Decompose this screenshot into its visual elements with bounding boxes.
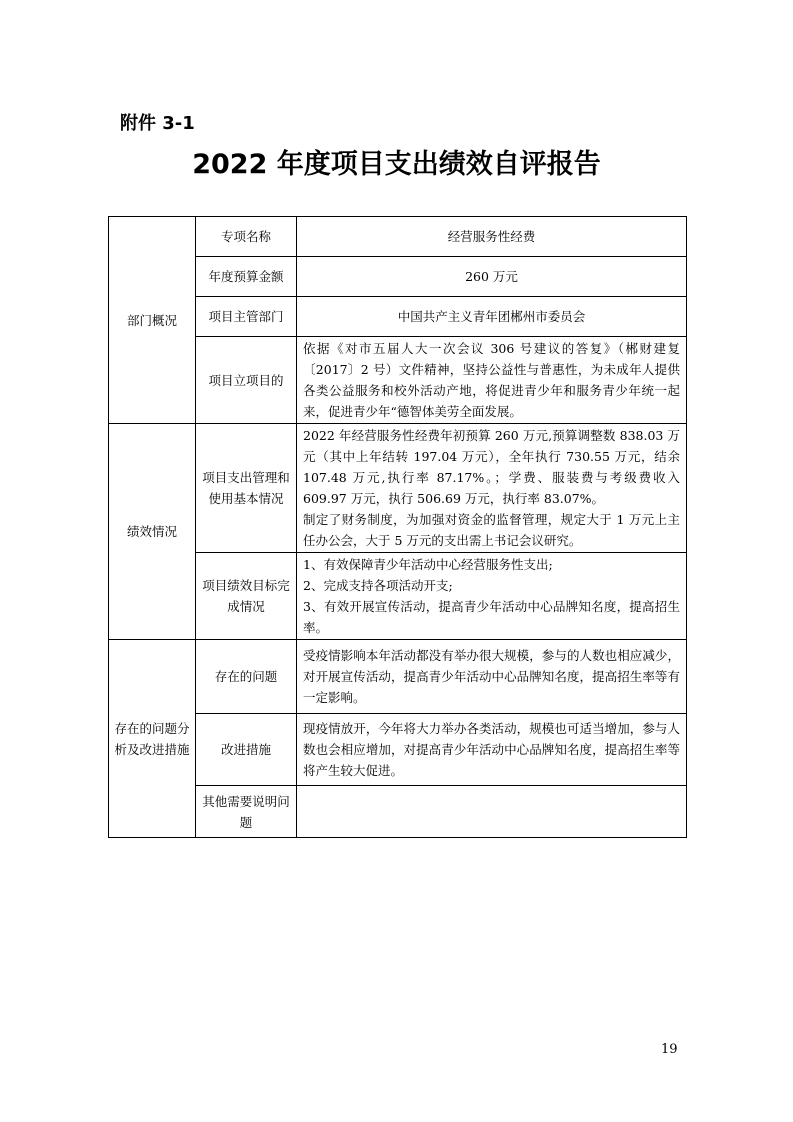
purpose-value: 依据《对市五届人大一次会议 306 号建议的答复》（郴财建复〔2017〕2 号）文件精神，坚持公益性与普惠性，为未成年人提供各类公益服务和校外活动产地，将促进青少年和服务青少年统一起来，促进青少年“德智体美劳全面发展。 — [297, 337, 687, 424]
attachment-label: 附件 3-1 — [120, 113, 195, 134]
measures-value: 现疫情放开，今年将大力举办各类活动，规模也可适当增加，参与人数也会相应增加，对提高青少年活动中心品牌知名度，提高招生率等将产生较大促进。 — [297, 714, 687, 786]
list-item: 1、有效保障青少年活动中心经营服务性支出; — [303, 557, 553, 572]
table-row — [109, 553, 687, 640]
budget-label: 年度预算金额 — [196, 257, 297, 297]
problems-label: 存在的问题 — [196, 640, 297, 714]
other-value — [297, 786, 687, 838]
report-table — [108, 216, 687, 838]
page-title: 2022 年度项目支出绩效自评报告 — [192, 149, 601, 180]
table-row — [109, 297, 687, 337]
dept-value: 中国共产主义青年团郴州市委员会 — [297, 297, 687, 337]
goals-label: 项目绩效目标完成情况 — [196, 553, 297, 640]
section-performance: 绩效情况 — [109, 424, 196, 640]
section-dept-overview: 部门概况 — [109, 217, 196, 424]
budget-value: 260 万元 — [297, 257, 687, 297]
goals-value — [297, 553, 687, 640]
other-label: 其他需要说明问题 — [196, 786, 297, 838]
expenditure-value — [297, 424, 687, 553]
expenditure-paragraph: 2022 年经营服务性经费年初预算 260 万元,预算调整数 838.03 万元（其中上年结转 197.04 万元），全年执行 730.55 万元，结余 107.48 万元,执行率 87.17%。；学费、服装费与考级费收入 609.97 万元，执行 506.69 万元，执行率 83.07%。 — [303, 428, 680, 506]
list-item: 3、有效开展宣传活动，提高青少年活动中心品牌知名度，提高招生率。 — [303, 599, 680, 635]
measures-label: 改进措施 — [196, 714, 297, 786]
table-row — [109, 424, 687, 553]
expenditure-label: 项目支出管理和使用基本情况 — [196, 424, 297, 553]
page-number: 19 — [661, 1042, 678, 1057]
table-row — [109, 337, 687, 424]
project-name-label: 专项名称 — [196, 217, 297, 257]
project-name-value: 经营服务性经费 — [297, 217, 687, 257]
table-row — [109, 257, 687, 297]
table-row — [109, 640, 687, 714]
dept-label: 项目主管部门 — [196, 297, 297, 337]
section-issues: 存在的问题分析及改进措施 — [109, 640, 196, 838]
table-row — [109, 714, 687, 786]
table-row — [109, 786, 687, 838]
expenditure-paragraph: 制定了财务制度，为加强对资金的监督管理，规定大于 1 万元上主任办公会，大于 5 万元的支出需上书记会议研究。 — [303, 512, 680, 548]
problems-value: 受疫情影响本年活动都没有举办很大规模，参与的人数也相应减少，对开展宣传活动，提高青少年活动中心品牌知名度，提高招生率等有一定影响。 — [297, 640, 687, 714]
table-row — [109, 217, 687, 257]
purpose-label: 项目立项目的 — [196, 337, 297, 424]
list-item: 2、完成支持各项活动开支; — [303, 578, 453, 593]
